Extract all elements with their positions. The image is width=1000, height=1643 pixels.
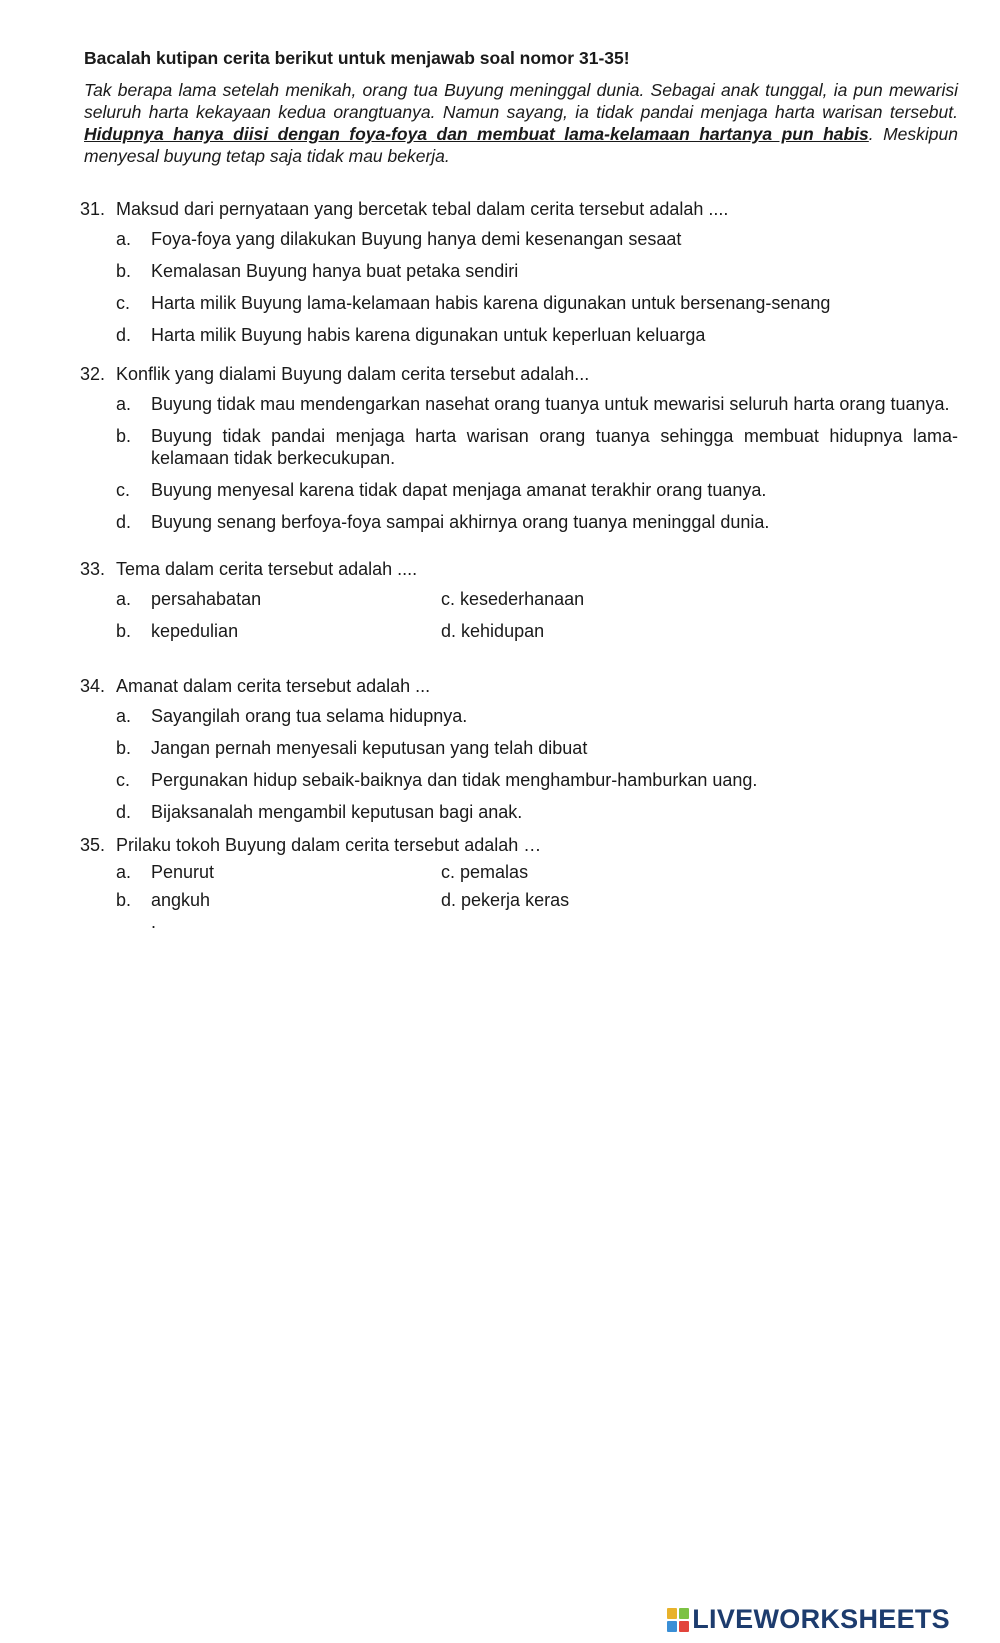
- option-c[interactable]: [116, 769, 958, 791]
- option-text: Kemalasan Buyung hanya buat petaka sendiri: [151, 261, 519, 281]
- option-text: kepedulian: [151, 621, 239, 641]
- option-d[interactable]: [441, 889, 841, 917]
- logo-square: [679, 1608, 689, 1619]
- option-text: Jangan pernah menyesali keputusan yang telah dibuat: [151, 738, 588, 758]
- question-text: Amanat dalam cerita tersebut adalah ...: [116, 676, 431, 696]
- option-text: Buyung senang berfoya-foya sampai akhirnya orang tuanya meninggal dunia.: [151, 512, 770, 532]
- question-text: Prilaku tokoh Buyung dalam cerita tersebut adalah …: [116, 835, 542, 855]
- option-letter: a.: [116, 862, 132, 882]
- option-letter: b.: [116, 738, 132, 758]
- option-d[interactable]: [441, 620, 841, 652]
- option-text: Buyung menyesal karena tidak dapat menjaga amanat terakhir orang tuanya.: [151, 480, 767, 500]
- question-31: [80, 197, 958, 346]
- option-a[interactable]: [116, 705, 958, 727]
- option-text: Buyung tidak pandai menjaga harta warisan orang tuanya sehingga membuat hidupnya lama-kelamaan tidak berkecukupan.: [151, 426, 958, 468]
- option-letter: c.: [116, 770, 131, 790]
- question-number: 35.: [80, 835, 106, 855]
- option-letter: c.: [441, 862, 456, 882]
- option-letter: c.: [441, 589, 456, 609]
- option-letter: d.: [116, 802, 132, 822]
- trailing-dot: .: [151, 912, 157, 932]
- question-text: Konflik yang dialami Buyung dalam cerita tersebut adalah...: [116, 364, 590, 384]
- option-a[interactable]: [116, 588, 441, 610]
- question-number: 34.: [80, 676, 106, 696]
- option-letter: d.: [116, 325, 132, 345]
- logo-square: [667, 1621, 677, 1632]
- option-letter: a.: [116, 229, 132, 249]
- option-text: Harta milik Buyung lama-kelamaan habis karena digunakan untuk bersenang-senang: [151, 293, 831, 313]
- option-d[interactable]: [116, 801, 958, 823]
- question-number: 31.: [80, 199, 106, 219]
- option-letter: b.: [116, 621, 132, 641]
- option-c[interactable]: [116, 292, 958, 314]
- option-letter: d.: [441, 621, 457, 641]
- option-letter: b.: [116, 890, 132, 910]
- option-text: kesederhanaan: [460, 589, 585, 609]
- option-d[interactable]: [116, 511, 958, 533]
- option-b[interactable]: [116, 737, 958, 759]
- question-number: 32.: [80, 364, 106, 384]
- question-35: [80, 833, 958, 932]
- question-number: 33.: [80, 559, 106, 579]
- options-grid: [116, 861, 958, 917]
- option-letter: b.: [116, 426, 132, 446]
- option-text: Buyung tidak mau mendengarkan nasehat orang tuanya untuk mewarisi seluruh harta orang tuanya.: [151, 394, 950, 414]
- question-33: [80, 557, 958, 652]
- question-text: Maksud dari pernyataan yang bercetak tebal dalam cerita tersebut adalah ....: [116, 199, 729, 219]
- worksheet-page: [80, 48, 958, 932]
- liveworksheets-logo: [667, 1604, 950, 1635]
- option-b[interactable]: [116, 260, 958, 282]
- option-text: angkuh: [151, 890, 211, 910]
- option-text: persahabatan: [151, 589, 262, 609]
- option-a[interactable]: [116, 393, 958, 415]
- option-b[interactable]: [116, 620, 441, 642]
- option-b[interactable]: [116, 425, 958, 469]
- option-b[interactable]: [116, 889, 441, 911]
- option-text: Pergunakan hidup sebaik-baiknya dan tidak menghambur-hamburkan uang.: [151, 770, 758, 790]
- instruction-heading: Bacalah kutipan cerita berikut untuk menjawab soal nomor 31-35!: [84, 48, 630, 68]
- logo-square: [679, 1621, 689, 1632]
- options-list: [116, 705, 958, 823]
- passage-text-1: Tak berapa lama setelah menikah, orang tua Buyung meninggal dunia. Sebagai anak tunggal, ia pun mewarisi seluruh harta kekayaan kedua orangtuanya. Namun sayang, ia tidak pandai menjaga harta warisan tersebut.: [84, 80, 958, 122]
- option-c[interactable]: [116, 479, 958, 501]
- option-text: Sayangilah orang tua selama hidupnya.: [151, 706, 468, 726]
- options-grid: [116, 588, 958, 652]
- question-32: [80, 362, 958, 533]
- logo-text: LIVEWORKSHEETS: [692, 1604, 950, 1634]
- option-text: kehidupan: [461, 621, 545, 641]
- logo-mark-icon: [667, 1608, 689, 1632]
- option-letter: d.: [116, 512, 132, 532]
- option-text: pemalas: [460, 862, 529, 882]
- option-c[interactable]: [441, 588, 841, 620]
- question-34: [80, 674, 958, 823]
- option-text: Penurut: [151, 862, 215, 882]
- option-text: Foya-foya yang dilakukan Buyung hanya demi kesenangan sesaat: [151, 229, 682, 249]
- options-list: [116, 228, 958, 346]
- question-text: Tema dalam cerita tersebut adalah ....: [116, 559, 418, 579]
- option-letter: b.: [116, 261, 132, 281]
- option-letter: a.: [116, 589, 132, 609]
- option-text: Bijaksanalah mengambil keputusan bagi anak.: [151, 802, 523, 822]
- option-text: pekerja keras: [461, 890, 570, 910]
- option-c[interactable]: [441, 861, 841, 889]
- option-d[interactable]: [116, 324, 958, 346]
- option-text: Harta milik Buyung habis karena digunakan untuk keperluan keluarga: [151, 325, 706, 345]
- option-letter: a.: [116, 394, 132, 414]
- option-letter: c.: [116, 480, 131, 500]
- option-letter: c.: [116, 293, 131, 313]
- option-letter: d.: [441, 890, 457, 910]
- option-letter: a.: [116, 706, 132, 726]
- options-list: [116, 393, 958, 533]
- logo-square: [667, 1608, 677, 1619]
- story-passage: [84, 79, 958, 167]
- passage-bold-statement: Hidupnya hanya diisi dengan foya-foya dan membuat lama-kelamaan hartanya pun habis: [84, 124, 869, 144]
- option-a[interactable]: [116, 861, 441, 883]
- option-a[interactable]: [116, 228, 958, 250]
- passage-text-2: . Meskipun menyesal buyung tetap saja tidak mau bekerja.: [84, 124, 958, 166]
